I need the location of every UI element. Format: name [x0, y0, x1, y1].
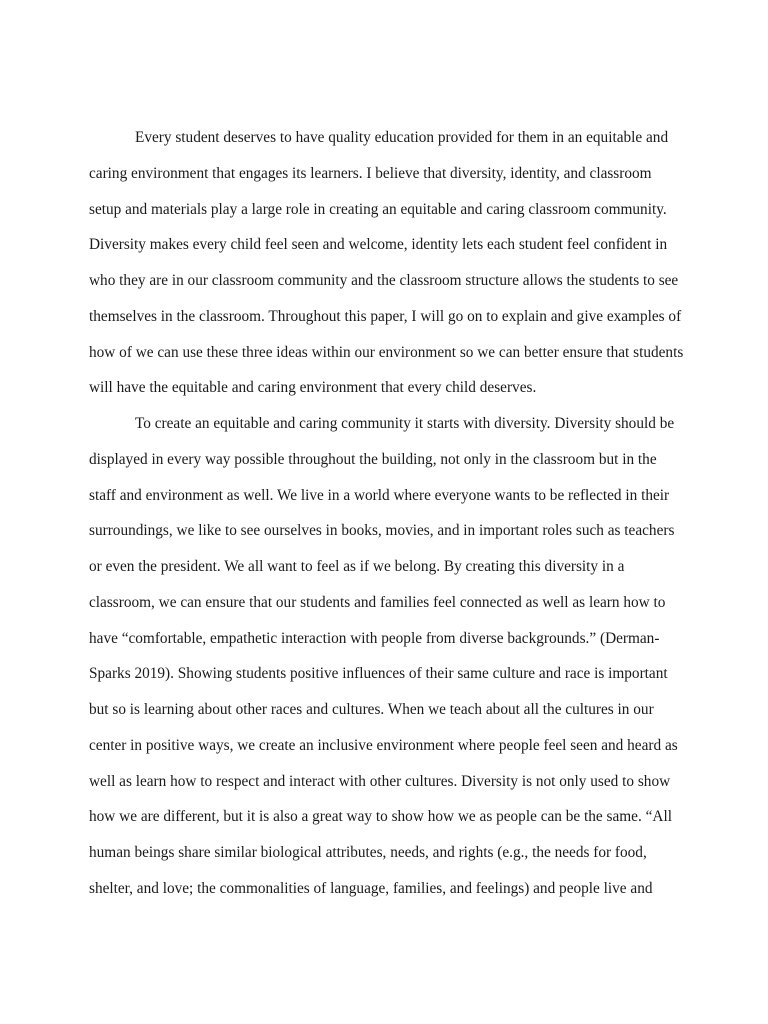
- text-line: Sparks 2019). Showing students positive influences of their same culture and race is important: [89, 665, 668, 683]
- text-line: Diversity makes every child feel seen and welcome, identity lets each student feel confident in: [89, 236, 668, 254]
- paragraph-1: [89, 124, 683, 410]
- text-line: how of we can use these three ideas within our environment so we can better ensure that students: [89, 343, 684, 361]
- text-line: well as learn how to respect and interact with other cultures. Diversity is not only used to show: [89, 772, 671, 790]
- text-line: To create an equitable and caring community it starts with diversity. Diversity should be: [135, 415, 675, 432]
- text-line: how we are different, but it is also a great way to show how we as people can be the same. “All: [89, 808, 672, 826]
- text-line: setup and materials play a large role in creating an equitable and caring classroom community.: [89, 200, 667, 218]
- text-line: surroundings, we like to see ourselves in books, movies, and in important roles such as teachers: [89, 522, 675, 540]
- text-line: will have the equitable and caring environment that every child deserves.: [89, 379, 537, 397]
- text-line: displayed in every way possible throughout the building, not only in the classroom but in the: [89, 450, 657, 468]
- text-line: caring environment that engages its learners. I believe that diversity, identity, and classroom: [89, 164, 652, 182]
- document-body: [89, 124, 683, 911]
- text-line: have “comfortable, empathetic interaction with people from diverse backgrounds.” (Derman-: [89, 629, 660, 647]
- text-line: classroom, we can ensure that our students and families feel connected as well as learn how to: [89, 593, 666, 611]
- text-line: Every student deserves to have quality education provided for them in an equitable and: [135, 129, 669, 146]
- text-line: shelter, and love; the commonalities of language, families, and feelings) and people live and: [89, 879, 653, 897]
- text-line: staff and environment as well. We live in a world where everyone wants to be reflected in their: [89, 486, 670, 504]
- text-line: themselves in the classroom. Throughout this paper, I will go on to explain and give examples of: [89, 307, 682, 325]
- text-line: but so is learning about other races and cultures. When we teach about all the cultures in our: [89, 701, 654, 718]
- text-line: or even the president. We all want to feel as if we belong. By creating this diversity in a: [89, 558, 625, 575]
- text-line: who they are in our classroom community and the classroom structure allows the students to see: [89, 272, 679, 289]
- text-line: human beings share similar biological attributes, needs, and rights (e.g., the needs for food,: [89, 844, 647, 861]
- paragraph-2: [89, 410, 683, 911]
- text-line: center in positive ways, we create an inclusive environment where people feel seen and heard as: [89, 736, 678, 754]
